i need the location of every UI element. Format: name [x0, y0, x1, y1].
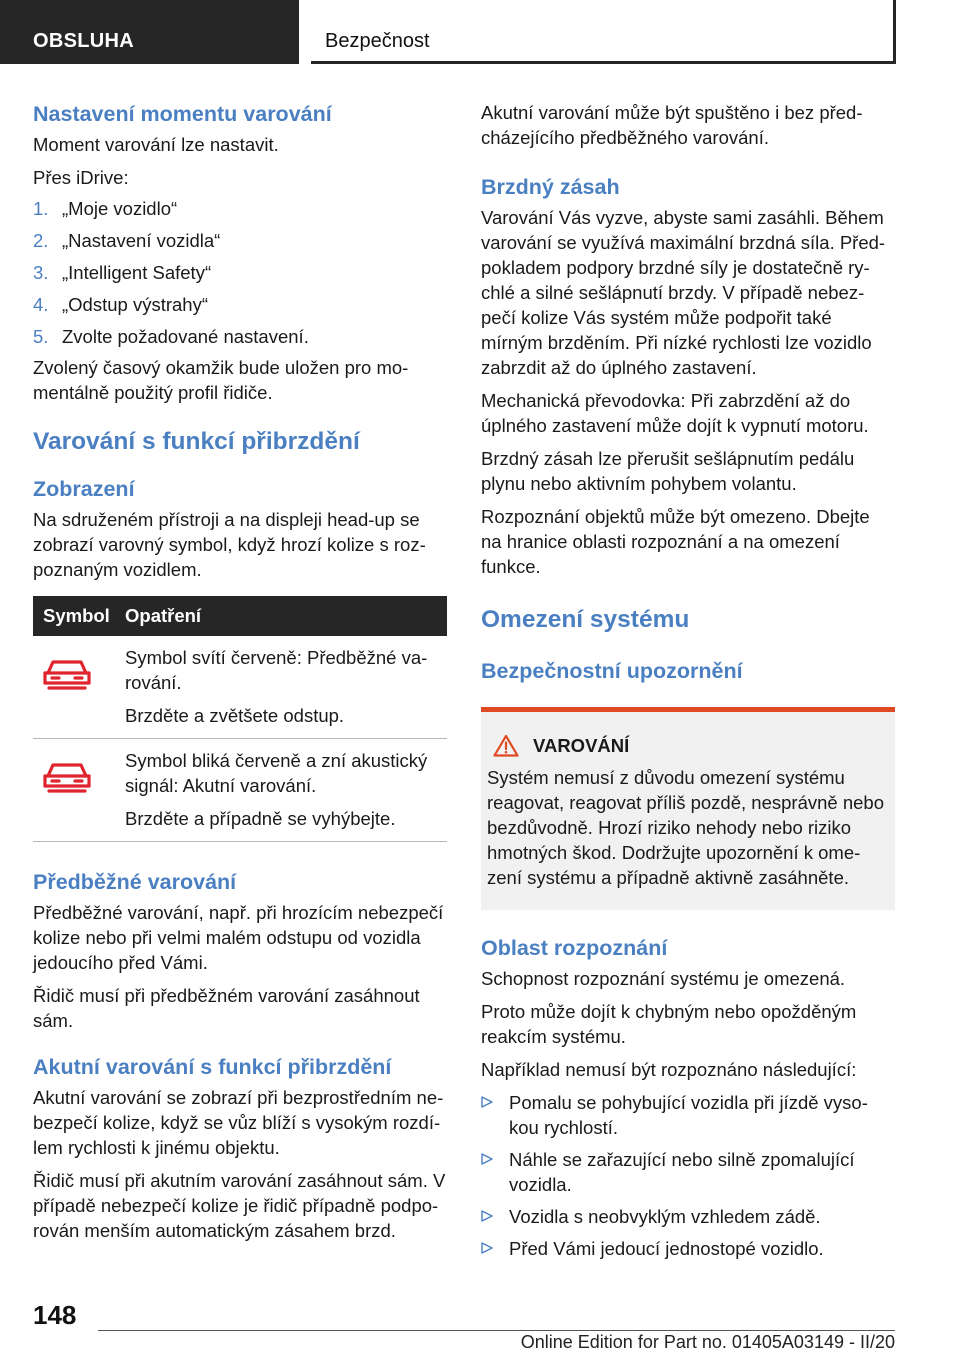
page-number: 148 [33, 1300, 77, 1330]
warning-box [481, 707, 895, 910]
triangle-bullet-icon [481, 1153, 493, 1165]
warning-text: Systém nemusí z důvodu omezení systému reagovat, reagovat příliš pozdě, nesprávně nebo bezdůvodně. Hrozí riziko nehody nebo riziko hmotných škod. Dodržujte upozornění k ome-zení systému a případně aktivně zasáhněte. [487, 767, 884, 888]
section-tab: OBSLUHA [0, 0, 299, 64]
heading-system-limits: Omezení systému [481, 606, 690, 633]
paragraph: Schopnost rozpoznání systému je omezená. [481, 968, 846, 989]
paragraph: Předběžné varování, např. při hrozícím nebezpečí kolize nebo při velmi malém odstupu od vozidla jedoucího před Vámi. [33, 902, 444, 973]
heading-acute-warning: Akutní varování s funkcí přibrzdění [33, 1055, 392, 1079]
table-cell-text: Symbol svítí červeně: Předběžné va-rování. [125, 647, 428, 693]
table-row [33, 636, 447, 739]
list-item: 4. „Odstup výstrahy“ [33, 294, 208, 315]
list-item: Pomalu se pohybující vozidla při jízdě vyso-kou rychlostí. [481, 1090, 895, 1140]
subheading-safety-notes: Bezpečnostní upozornění [481, 659, 743, 683]
heading-warning-moment: Nastavení momentu varování [33, 102, 332, 126]
paragraph: Mechanická převodovka: Při zabrzdění až do úplného zastavení může dojít k vypnutí motoru. [481, 390, 869, 436]
warning-triangle-icon [493, 734, 519, 757]
paragraph: Akutní varování se zobrazí při bezprostředním ne-bezpečí kolize, když se vůz blíží s vysokým rozdí-lem rychlosti k jinému objektu. [33, 1087, 444, 1158]
table-cell-text: Symbol bliká červeně a zní akustický signál: Akutní varování. [125, 750, 428, 796]
table-header-action: Opatření [125, 596, 447, 636]
paragraph: Na sdruženém přístroji a na displeji head-up se zobrazí varovný symbol, když hrozí kolize s roz-poznaným vozidlem. [33, 509, 426, 580]
list-item: Před Vámi jedoucí jednostopé vozidlo. [481, 1236, 895, 1261]
triangle-bullet-icon [481, 1096, 493, 1108]
heading-brake-intervention: Brzdný zásah [481, 175, 620, 199]
paragraph: Varování Vás vyzve, abyste sami zasáhli. Během varování se využívá maximální brzdná síla. Před-pokladem podpory brzdné síly je dostatečně ry-chlé a silné sešlápnutí brzdy. V případě nebez-pečí kolize Vás systém může podpořit také mírným brzděním. Při nízké rychlosti lze vozidlo zabrzdit až do úplného zastavení. [481, 207, 886, 378]
subheading-display: Zobrazení [33, 477, 135, 501]
paragraph: Akutní varování může být spuštěno i bez před-cházejícího předběžného varování. [481, 102, 863, 148]
table-cell-text: Brzděte a případně se vyhýbejte. [125, 808, 396, 829]
car-warning-icon [43, 658, 91, 692]
triangle-bullet-icon [481, 1210, 493, 1222]
table-row [33, 739, 447, 842]
table-header-symbol: Symbol [33, 596, 125, 636]
idrive-steps-list [33, 196, 447, 349]
right-column [481, 100, 895, 1268]
chapter-tab: Bezpečnost [311, 0, 896, 64]
page-header [0, 0, 960, 66]
paragraph: Řidič musí při akutním varování zasáhnout sám. V případě nebezpečí kolize je řidič případně podpo-rován menším automatickým zásahem brzd. [33, 1170, 446, 1241]
list-item: 5. Zvolte požadované nastavení. [33, 326, 309, 347]
list-item: Náhle se zařazující nebo silně zpomalující vozidla. [481, 1147, 895, 1197]
paragraph: Proto může dojít k chybným nebo opožděným reakcím systému. [481, 1001, 857, 1047]
table-cell-text: Brzděte a zvětšete odstup. [125, 705, 345, 726]
paragraph: Rozpoznání objektů může být omezeno. Dbejte na hranice oblasti rozpoznání a na omezení funkce. [481, 506, 870, 577]
list-item: Vozidla s neobvyklým vzhledem zádě. [481, 1204, 895, 1229]
paragraph: Moment varování lze nastavit. [33, 134, 279, 155]
paragraph: Přes iDrive: [33, 167, 129, 188]
paragraph: Řidič musí při předběžném varování zasáhnout sám. [33, 985, 420, 1031]
paragraph: Brzdný zásah lze přerušit sešlápnutím pedálu plynu nebo aktivním pohybem volantu. [481, 448, 855, 494]
symbol-table [33, 596, 447, 842]
limitations-list [481, 1090, 895, 1261]
paragraph: Zvolený časový okamžik bude uložen pro mo-mentálně použitý profil řidiče. [33, 357, 409, 403]
heading-warning-braking: Varování s funkcí přibrzdění [33, 428, 360, 455]
heading-pre-warning: Předběžné varování [33, 870, 237, 894]
footer-divider [98, 1330, 895, 1331]
list-item: 3. „Intelligent Safety“ [33, 262, 212, 283]
list-item: 1. „Moje vozidlo“ [33, 198, 178, 219]
triangle-bullet-icon [481, 1242, 493, 1254]
warning-title: VAROVÁNÍ [533, 734, 630, 756]
list-item: 2. „Nastavení vozidla“ [33, 230, 221, 251]
edition-note: Online Edition for Part no. 01405A03149 - II/20 [520, 1332, 895, 1352]
heading-detection-range: Oblast rozpoznání [481, 936, 668, 960]
car-warning-icon [43, 761, 91, 795]
paragraph: Například nemusí být rozpoznáno následující: [481, 1059, 857, 1080]
left-column [33, 100, 447, 1243]
